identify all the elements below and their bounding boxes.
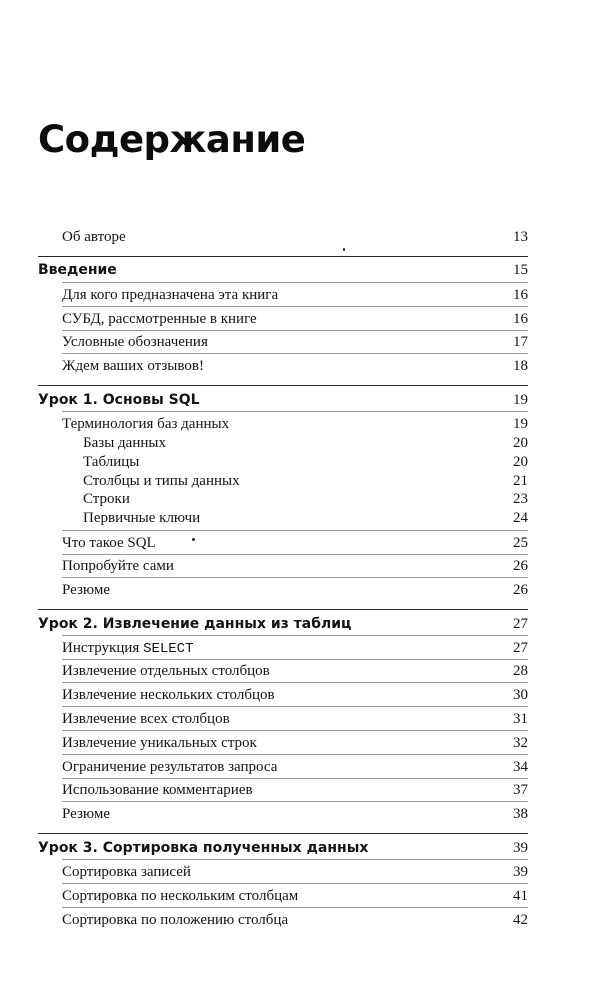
toc-entry-label: Ждем ваших отзывов! [62,358,204,374]
scan-speck [343,248,345,251]
toc-entry-label [62,637,193,660]
toc-entry-page: 16 [513,311,528,327]
toc-entry[interactable] [0,284,600,306]
toc-entry-page: 13 [513,229,528,245]
toc-entry-label: Попробуйте сами [62,558,174,574]
toc-chapter-page: 39 [513,840,528,856]
toc-entry-page: 38 [513,806,528,822]
toc-entry[interactable] [0,684,600,706]
toc-entry-label: Сортировка по нескольким столбцам [62,888,299,904]
toc-entry-page: 17 [513,334,528,350]
toc-entry-label: Извлечение всех столбцов [62,711,230,727]
toc-entry-label-prefix: Инструкция [62,640,144,656]
toc-entry-label: Сортировка по положению столбца [62,912,289,928]
entry-divider [62,530,528,531]
entry-divider [62,353,528,354]
toc-entry-page: 34 [513,759,528,775]
toc-entry-label: Ограничение результатов запроса [62,759,278,775]
toc-entry-label: Сортировка записей [62,864,191,880]
entry-divider [62,282,528,283]
toc-chapter-title: Введение [38,262,117,278]
toc-chapter-intro[interactable] [0,259,600,281]
entry-divider [62,859,528,860]
toc-subentry-page: 20 [513,454,528,470]
entry-divider [62,907,528,908]
chapter-divider [38,833,528,834]
toc-entry-page: 41 [513,888,528,904]
entry-divider [62,682,528,683]
toc-entry-page: 31 [513,711,528,727]
toc-entry-page: 18 [513,358,528,374]
toc-entry[interactable] [0,532,600,554]
toc-subentry-page: 20 [513,435,528,451]
toc-chapter-lesson-2[interactable] [0,613,600,635]
toc-entry[interactable] [0,779,600,801]
toc-subentry[interactable] [0,507,600,529]
toc-entry[interactable] [0,308,600,330]
sql-keyword: SELECT [143,641,194,657]
toc-subentry-label: Таблицы [83,454,140,470]
toc-entry-label: Об авторе [62,229,126,245]
page-title: Содержание [38,118,306,161]
toc-chapter-page: 27 [513,616,528,632]
toc-entry-label: Извлечение отдельных столбцов [62,663,270,679]
toc-entry[interactable] [0,885,600,907]
toc-entry-label: Использование комментариев [62,782,253,798]
toc-entry-page: 32 [513,735,528,751]
toc-entry[interactable] [0,732,600,754]
toc-chapter-title: Урок 3. Сортировка полученных данных [38,840,369,856]
toc-entry[interactable] [0,355,600,377]
entry-divider [62,883,528,884]
toc-subentry-label: Столбцы и типы данных [83,473,240,489]
toc-entry[interactable] [0,861,600,883]
entry-divider [62,754,528,755]
toc-entry[interactable] [0,637,600,659]
toc-entry-label: Резюме [62,806,111,822]
toc-entry-page: 37 [513,782,528,798]
entry-divider [62,577,528,578]
toc-entry[interactable] [0,555,600,577]
toc-subentry-label: Первичные ключи [83,510,201,526]
entry-divider [62,706,528,707]
toc-subentry-page: 21 [513,473,528,489]
entry-divider [62,306,528,307]
toc-entry-page: 42 [513,912,528,928]
toc-entry[interactable] [0,803,600,825]
toc-entry[interactable] [0,909,600,931]
toc-entry-page: 26 [513,558,528,574]
entry-divider [62,411,528,412]
toc-chapter-lesson-3[interactable] [0,837,600,859]
toc-entry-label: Условные обозначения [62,334,208,350]
scan-speck [192,538,195,541]
toc-entry-label: Извлечение нескольких столбцов [62,687,275,703]
toc-entry-about[interactable] [0,226,600,248]
toc-entry[interactable] [0,331,600,353]
toc-entry-page: 16 [513,287,528,303]
toc-entry-page: 28 [513,663,528,679]
toc-chapter-page: 19 [513,392,528,408]
toc-chapter-page: 15 [513,262,528,278]
chapter-divider [38,385,528,386]
toc-entry-page: 39 [513,864,528,880]
toc-entry-page: 27 [513,640,528,656]
toc-entry[interactable] [0,660,600,682]
toc-chapter-title: Урок 2. Извлечение данных из таблиц [38,616,352,632]
entry-divider [62,801,528,802]
chapter-divider [38,256,528,257]
toc-entry-label: Терминология баз данных [62,416,230,432]
toc-entry[interactable] [0,579,600,601]
toc-subentry-label: Базы данных [83,435,166,451]
entry-divider [62,635,528,636]
toc-entry-label: Извлечение уникальных строк [62,735,257,751]
toc-entry-label: Резюме [62,582,111,598]
toc-subentry-page: 23 [513,491,528,507]
entry-divider [62,730,528,731]
toc-entry-page: 26 [513,582,528,598]
toc-subentry-page: 24 [513,510,528,526]
toc-entry-page: 19 [513,416,528,432]
toc-entry[interactable] [0,708,600,730]
toc-entry-label: Что такое SQL [62,535,156,551]
toc-entry-label: СУБД, рассмотренные в книге [62,311,257,327]
chapter-divider [38,609,528,610]
toc-entry-label: Для кого предназначена эта книга [62,287,279,303]
toc-chapter-title: Урок 1. Основы SQL [38,392,200,408]
toc-entry[interactable] [0,756,600,778]
toc-chapter-lesson-1[interactable] [0,389,600,411]
toc-entry-page: 25 [513,535,528,551]
toc-entry-page: 30 [513,687,528,703]
toc-subentry-label: Строки [83,491,130,507]
